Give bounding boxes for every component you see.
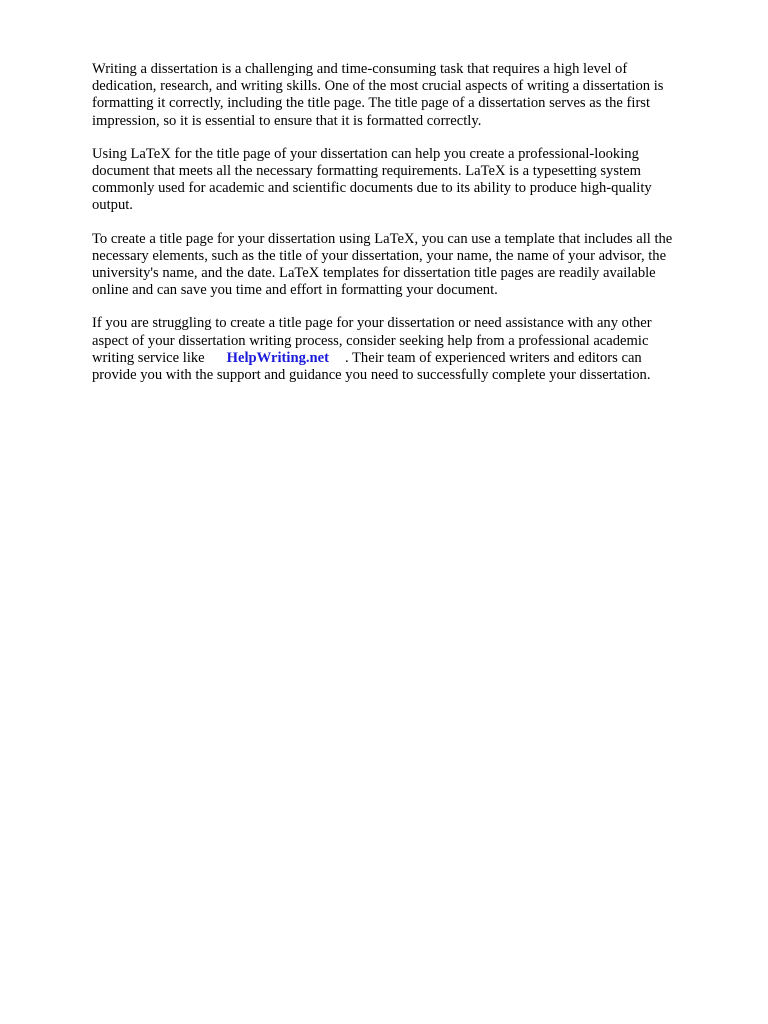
paragraph-intro: Writing a dissertation is a challenging and time-consuming task that requires a high level of dedication, research, and writing skills. One of the most crucial aspects of writing a dissertation is formatting it correctly, including the title page. The title page of a dissertation serves as the first impression, so it is essential to ensure that it is formatted correctly. bbox=[92, 61, 664, 129]
paragraph-template: To create a title page for your dissertation using LaTeX, you can use a template that includes all the necessary elements, such as the title of your dissertation, your name, the name of your advisor, the university's name, and the date. LaTeX templates for dissertation title pages are readily available online and can save you time and effort in formatting your document. bbox=[92, 230, 673, 299]
helpwriting-link[interactable]: HelpWriting.net bbox=[226, 349, 329, 366]
paragraph-latex-benefits: Using LaTeX for the title page of your dissertation can help you create a professional-looking document that meets all the necessary formatting requirements. LaTeX is a typesetting system commonly used for academic and scientific documents due to its ability to produce high-quality output. bbox=[92, 145, 652, 214]
paragraph-help-after-link: . Their team of experienced writers and editors can provide you with the support and guidance you need to successfully complete your dissertation. bbox=[92, 349, 651, 384]
document-page bbox=[92, 61, 722, 400]
paragraph-help-before-link: If you are struggling to create a title page for your dissertation or need assistance with any other aspect of your dissertation writing process, consider seeking help from a professional academic writing service like bbox=[92, 315, 652, 366]
paragraph-help bbox=[92, 315, 722, 384]
